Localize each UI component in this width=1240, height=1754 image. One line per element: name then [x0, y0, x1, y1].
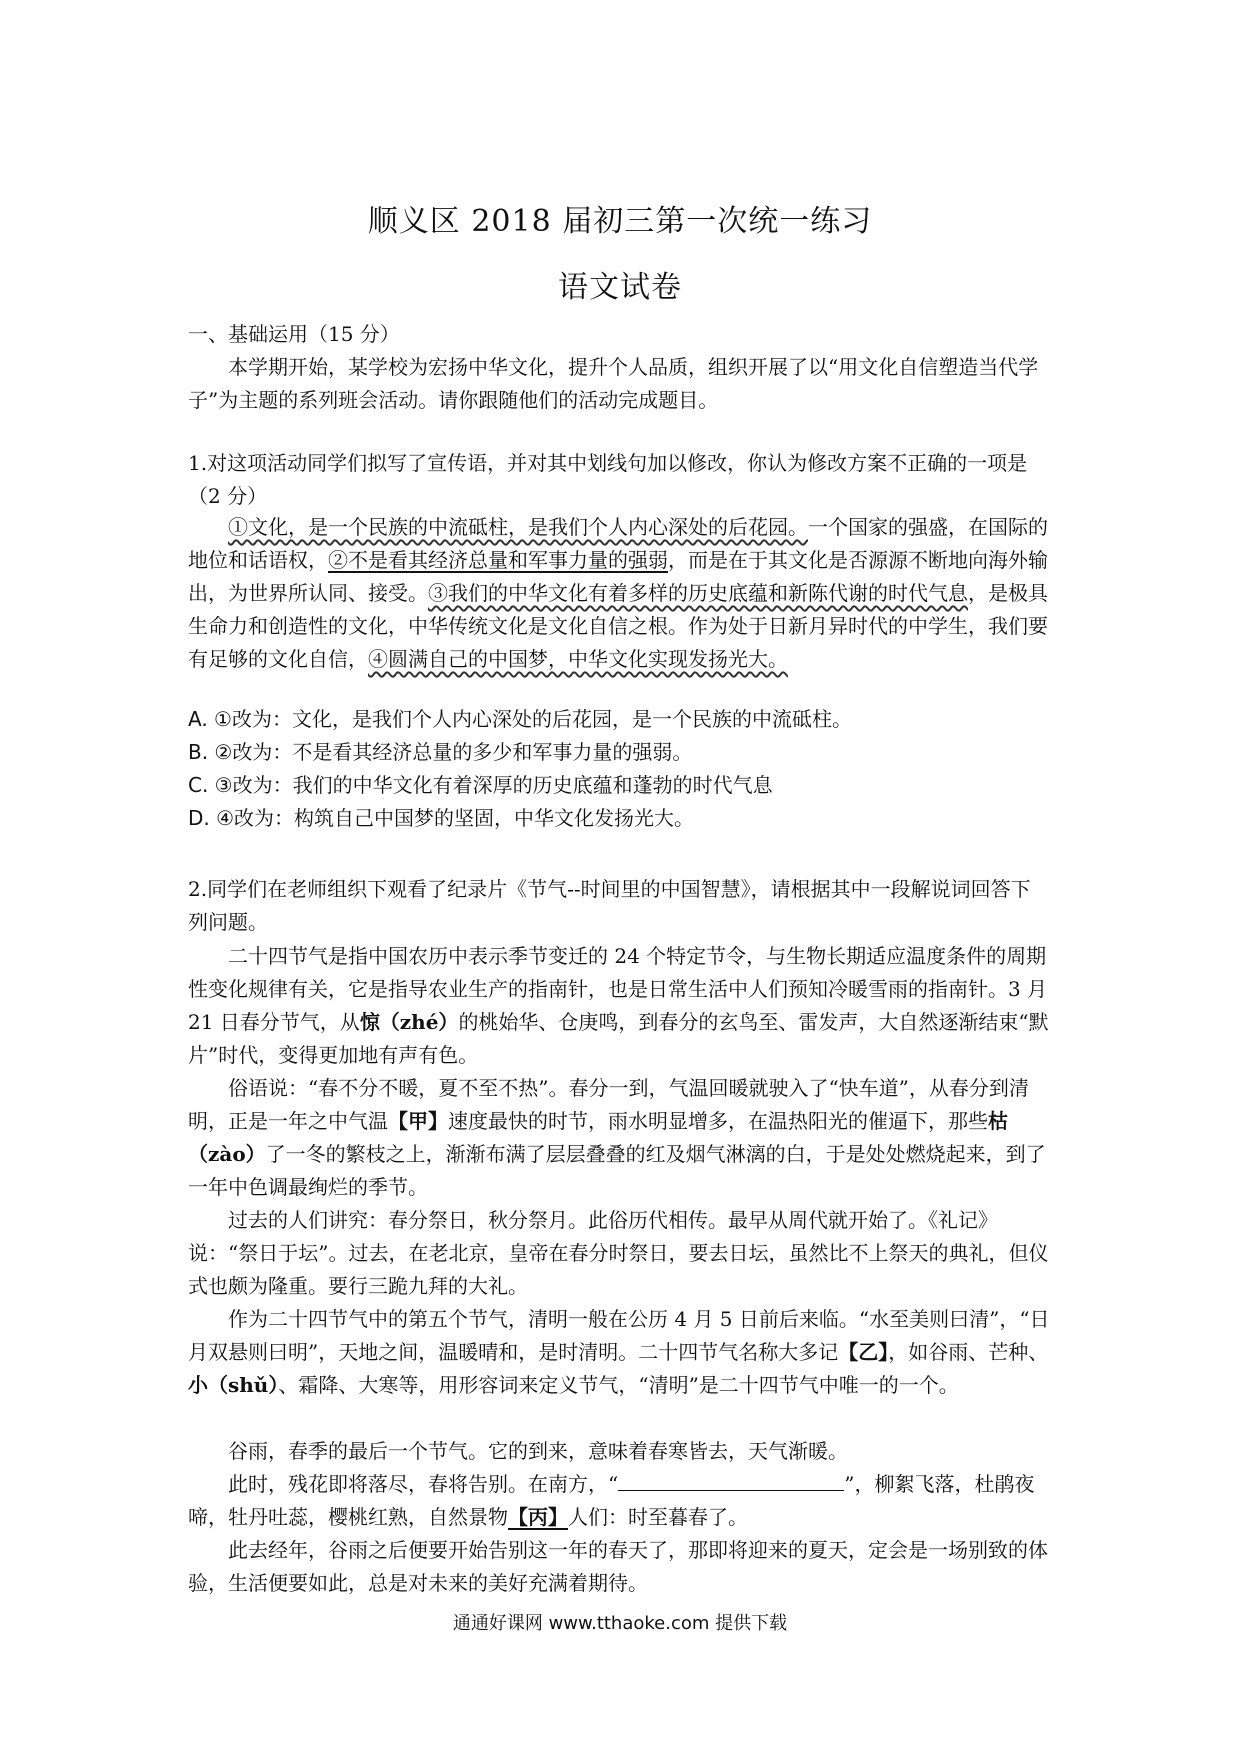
blank-mark-bing: 【丙】 — [508, 1505, 568, 1529]
paragraph-3: 过去的人们讲究：春分祭日，秋分祭月。此俗历代相传。最早从周代就开始了。《礼记》说：“祭日于坛”。过去，在老北京，皇帝在春分时祭日，要去日坛，虽然比不上祭天的典礼，但仪式也颇为隆重。要行三跪九拜的大礼。 — [188, 1208, 1049, 1298]
underlined-sentence-4: ④圆满自己的中国梦，中华文化实现发扬光大。 — [368, 647, 788, 671]
pinyin-item: 枯（zào） — [188, 1109, 1008, 1166]
underlined-sentence-3: ③我们的中华文化有着多样的历史底蕴和新陈代谢的时代气息 — [428, 581, 968, 605]
option-d: D. ④改为：构筑自己中国梦的坚固，中华文化发扬光大。 — [188, 806, 695, 830]
paragraph-text: 二十四节气是指中国农历中表示季节变迁的 24 个特定节令，与生物长期适应温度条件的周期性变化规律有关，它是指导农业生产的指南针，也是日常生活中人们预知冷暖雪雨的指南针。3 月 21 日春分节气，从 — [188, 944, 1048, 1034]
option-a: A. ①改为：文化，是我们个人内心深处的后花园，是一个民族的中流砥柱。 — [188, 707, 852, 731]
fill-in-blank[interactable] — [618, 1470, 844, 1491]
paragraph-7: 此去经年，谷雨之后便要开始告别这一年的春天了，那即将迎来的夏天，定会是一场别致的体验，生活便要如此，总是对未来的美好充满着期待。 — [188, 1538, 1048, 1595]
question-1-stem: 1.对这项活动同学们拟写了宣传语，并对其中划线句加以修改，你认为修改方案不正确的一项是（2 分） — [188, 451, 1028, 508]
paragraph-text: 此时，残花即将落尽，春将告别。在南方，“ — [228, 1472, 619, 1496]
paragraph-text: 速度最快的时节，雨水明显增多，在温热阳光的催逼下，那些 — [448, 1109, 988, 1133]
paragraph-text: ”，柳絮飞落，杜鹃夜啼，牡丹吐蕊，樱桃红熟，自然景物 — [188, 1472, 1035, 1529]
underlined-sentence-1: ①文化，是一个民族的中流砥柱，是我们个人内心深处的后花园。 — [228, 515, 808, 539]
pinyin-item: 惊（zhé） — [359, 1010, 459, 1034]
passage-text: ，是极具生命力和创造性的文化，中华传统文化是文化自信之根。作为处于日新月异时代的中学生，我们要有足够的文化自信， — [188, 581, 1048, 671]
option-c: C. ③改为：我们的中华文化有着深厚的历史底蕴和蓬勃的时代气息 — [188, 773, 773, 797]
question-1-passage — [188, 511, 1050, 676]
paragraph-4 — [188, 1303, 1050, 1402]
paragraph-text: 、霜降、大寒等，用形容词来定义节气，“清明”是二十四节气中唯一的一个。 — [278, 1373, 959, 1397]
section-intro: 本学期开始，某学校为宏扬中华文化，提升个人品质，组织开展了以“用文化自信塑造当代学子”为主题的系列班会活动。请你跟随他们的活动完成题目。 — [188, 355, 1039, 412]
paragraph-text: ，如谷雨、芒种、 — [888, 1340, 1049, 1364]
question-2-stem: 2.同学们在老师组织下观看了纪录片《节气--时间里的中国智慧》，请根据其中一段解说词回答下列问题。 — [188, 877, 1031, 934]
paragraph-text: 了一冬的繁枝之上，渐渐布满了层层叠叠的红及烟气淋漓的白，于是处处燃烧起来，到了一年中色调最绚烂的季节。 — [188, 1142, 1046, 1199]
paragraph-text: 作为二十四节气中的第五个节气，清明一般在公历 4 月 5 日前后来临。“水至美则曰清”，“日月双悬则曰明”，天地之间，温暖晴和，是时清明。二十四节气名称大多记 — [188, 1307, 1050, 1364]
option-b: B. ②改为：不是看其经济总量的多少和军事力量的强弱。 — [188, 740, 693, 764]
section-heading: 一、基础运用（15 分） — [188, 322, 400, 346]
paragraph-text: 的桃始华、仓庚鸣，到春分的玄鸟至、雷发声，大自然逐渐结束“默片”时代，变得更加地有声有色。 — [188, 1010, 1049, 1067]
exam-subtitle: 语文试卷 — [558, 270, 682, 305]
paragraph-5: 谷雨，春季的最后一个节气。它的到来，意味着春寒皆去，天气渐暖。 — [228, 1439, 848, 1463]
paragraph-6 — [188, 1468, 1050, 1534]
blank-mark-jia: 【甲】 — [388, 1109, 448, 1133]
blank-mark-yi: 【乙】 — [838, 1340, 889, 1364]
underlined-sentence-2: ②不是看其经济总量和军事力量的强弱 — [328, 548, 668, 572]
paragraph-text: 人们：时至暮春了。 — [568, 1505, 748, 1529]
footer-source: 通通好课网 www.tthaoke.com 提供下载 — [452, 1613, 788, 1634]
passage-text: ，而是在于其文化是否源源不断地向海外输出，为世界所认同、接受。 — [188, 548, 1048, 605]
exam-title: 顺义区 2018 届初三第一次统一练习 — [367, 204, 873, 239]
paragraph-2 — [188, 1072, 1050, 1204]
paragraph-1 — [188, 940, 1050, 1072]
paragraph-text: 俗语说：“春不分不暖，夏不至不热”。春分一到，气温回暖就驶入了“快车道”，从春分到清明，正是一年之中气温 — [188, 1076, 1029, 1133]
pinyin-item: 小（shǔ） — [188, 1373, 279, 1397]
passage-text: 一个国家的强盛，在国际的地位和话语权， — [188, 515, 1048, 572]
